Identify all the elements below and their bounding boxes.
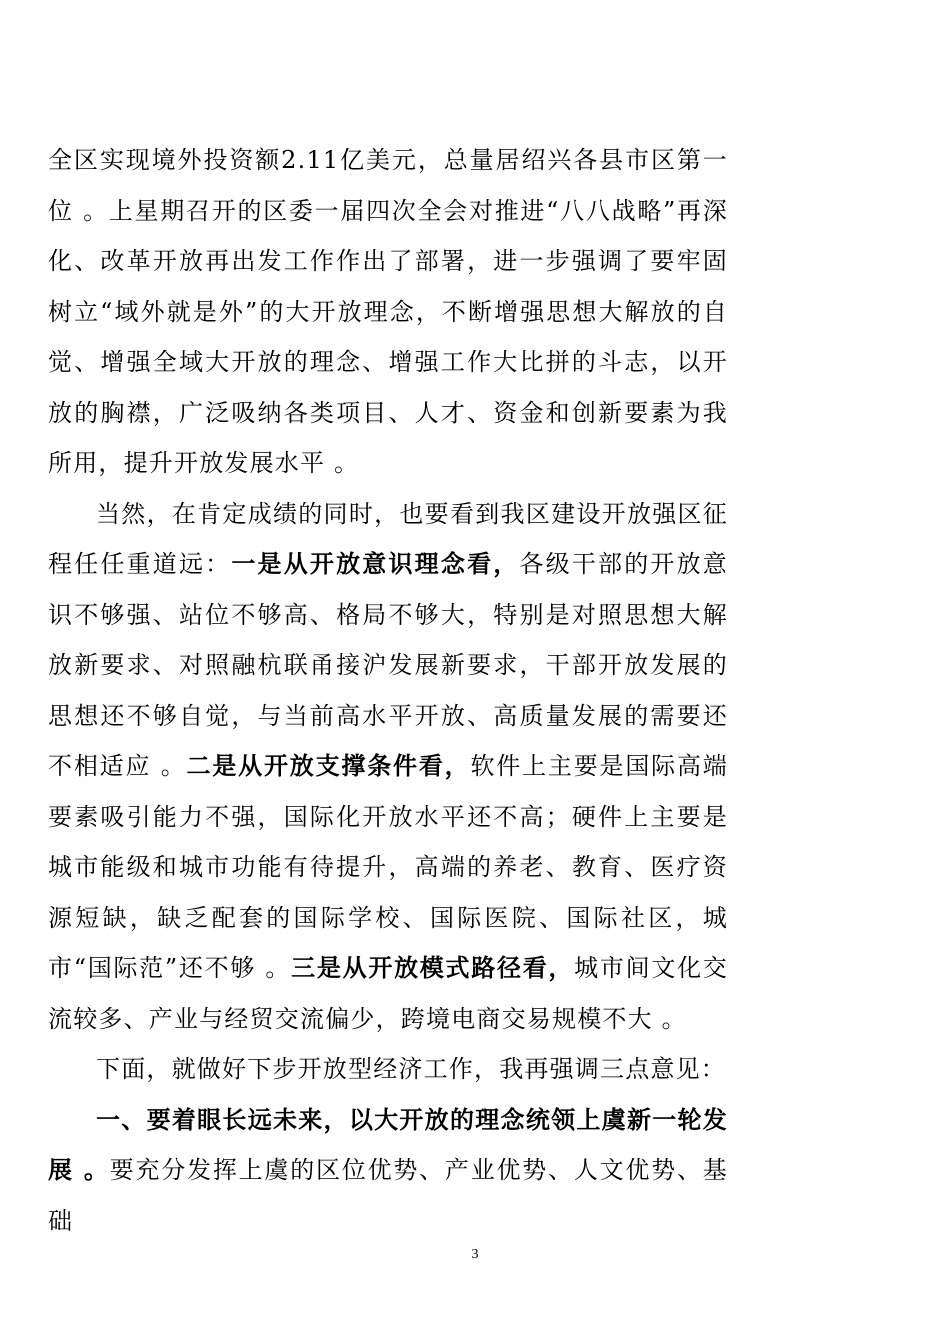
paragraph-4 [48,1095,728,1247]
text-run: 下面，就做好下步开放型经济工作，我再强调三点意见： [96,1055,726,1083]
section-heading-run: 一、要着眼长远未来，以大开放的理念统领上虞新一轮发展 。 [48,1104,728,1184]
paragraph-1 [48,135,728,489]
bold-heading-run: 一是从开放意识理念看， [231,549,520,578]
bold-heading-run: 三是从开放模式路径看， [291,953,575,982]
text-run: 全区实现境外投资额2.11亿美元，总量居绍兴各县市区第一位 。上星期召开的区委一届四次全会对推进“八八战略”再深化、改革开放再出发工作作出了部署，进一步强调了要牢固树立“域外就是外”的大开放理念，不断增强思想大解放的自觉、增强全域大开放的理念、增强工作大比拼的斗志，以开放的胸襟，广泛吸纳各类项目、人才、资金和创新要素为我所用，提升开放发展水平 。 [48,146,728,477]
text-run: 城市间文化交流较多、产业与经贸交流偏少，跨境电商交易规模不大 。 [48,954,729,1033]
text-run: 当然，在肯定成绩的同时，也要看到我区建设开放强区征程任任重道远： [48,499,728,578]
document-body [48,135,728,1246]
text-run: 要充分发挥上虞的区位优势、产业优势、人文优势、基础 [48,1156,728,1235]
text-run: 各级干部的开放意识不够强、站位不够高、格局不够大，特别是对照思想大解放新要求、对照融杭联甬接沪发展新要求，干部开放发展的思想还不够自觉，与当前高水平开放、高质量发展的需要还不相适应 。 [48,550,728,780]
paragraph-3 [48,1044,728,1095]
text-run: 软件上主要是国际高端要素吸引能力不强，国际化开放水平还不高；硬件上主要是城市能级和城市功能有待提升，高端的养老、教育、医疗资源短缺，缺乏配套的国际学校、国际医院、国际社区，城市“国际范”还不够 。 [48,752,728,982]
paragraph-2 [48,489,728,1045]
page-number: 3 [471,1247,479,1262]
bold-heading-run: 二是从开放支撑条件看， [186,751,471,780]
